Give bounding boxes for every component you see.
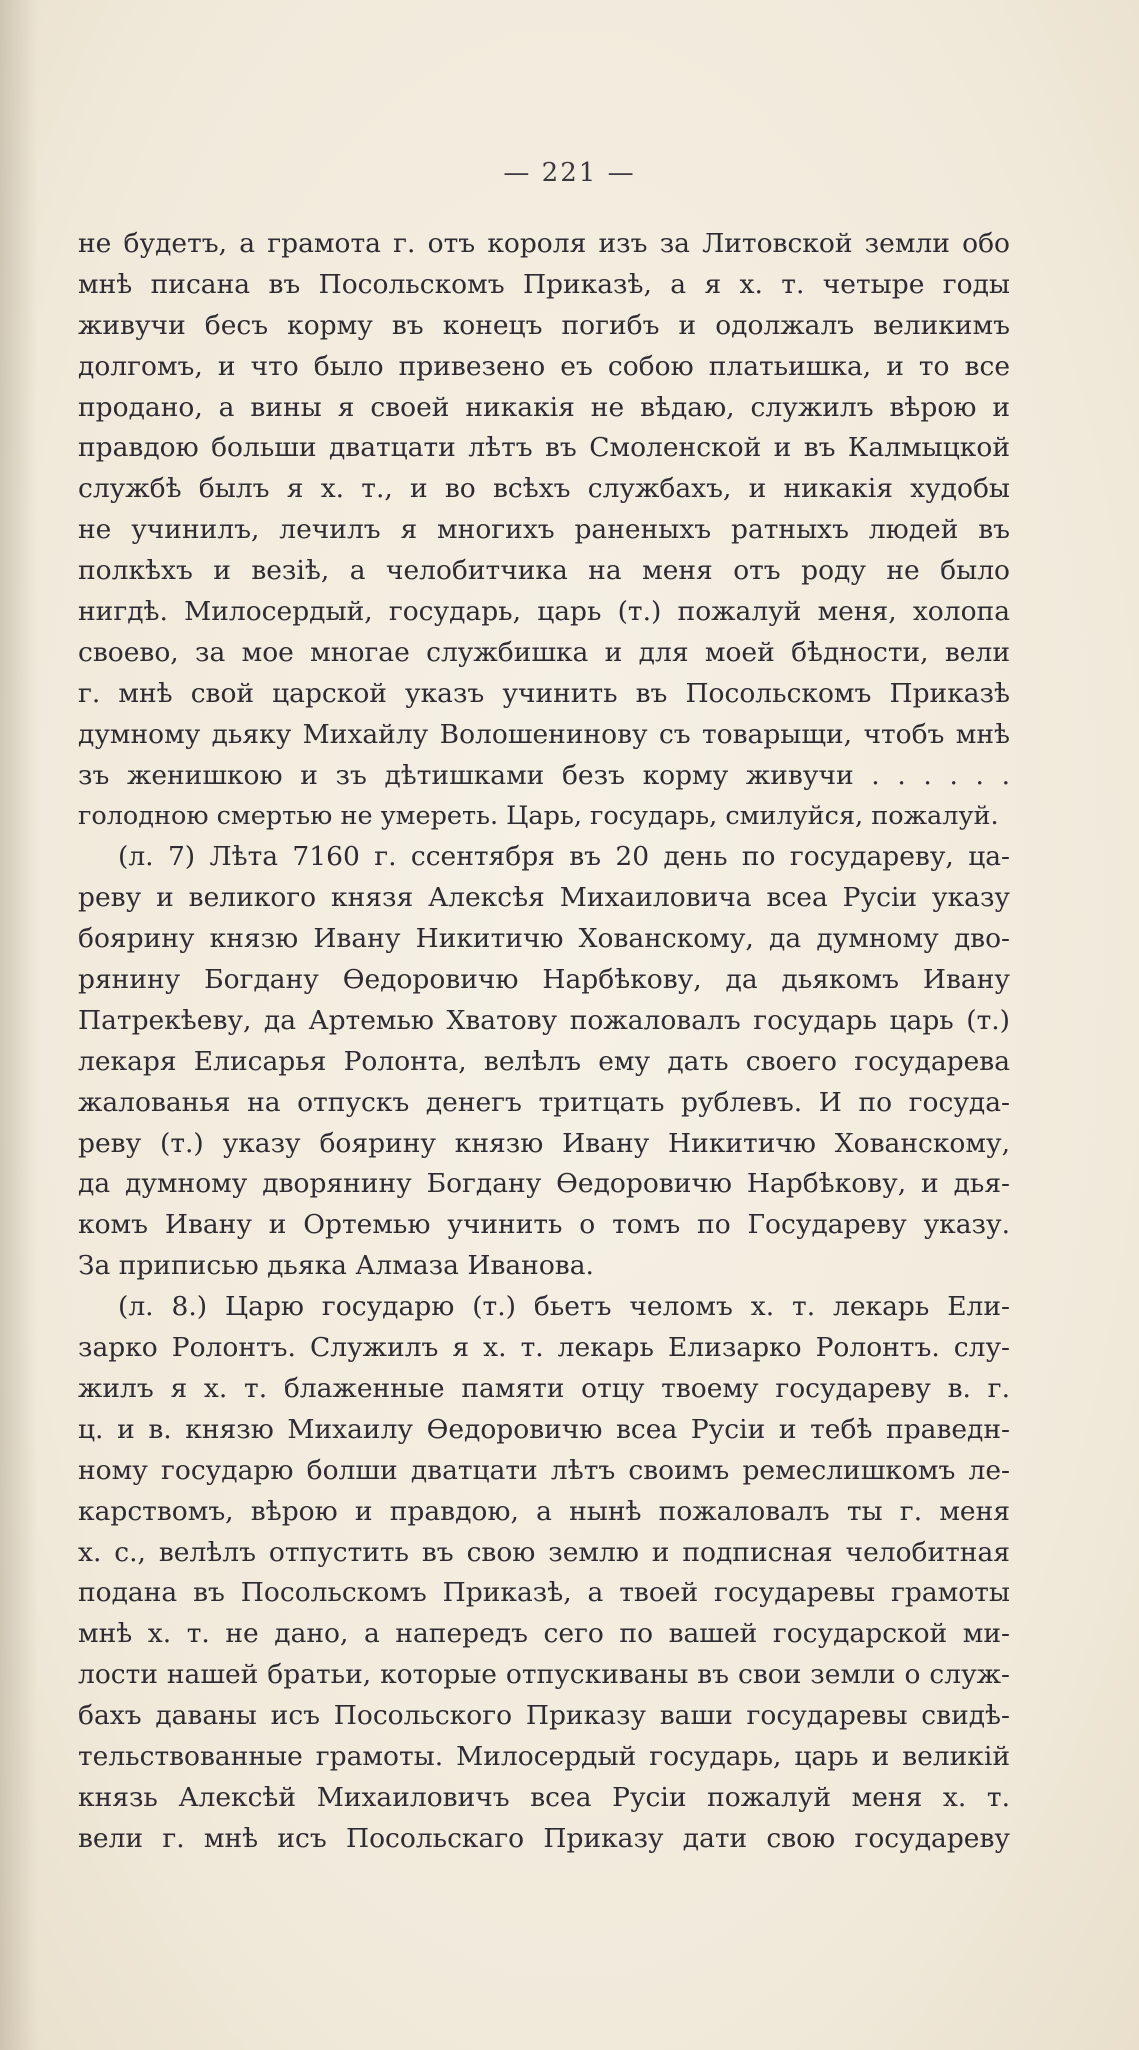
text-line: бахъ даваны исъ Посольского Приказу ваши государевы свидѣ- [78,1700,1010,1732]
text-line: живучи бесъ корму въ конецъ погибъ и одолжалъ великимъ [78,309,1010,341]
text-line: не учинилъ, лечилъ я многихъ раненыхъ ратныхъ людей въ [78,514,1010,546]
text-line: жилъ я х. т. блаженные памяти отцу твоему государеву в. г. [78,1372,1010,1404]
text-line: х. с., велѣлъ отпустить въ свою землю и подписная челобитная [78,1536,1010,1568]
text-line: да думному дворянину Богдану Ѳедоровичю Нарбѣкову, и дья- [78,1168,1010,1200]
text-line: полкѣхъ и везiѣ, а челобитчика на меня отъ роду не было [78,555,1010,587]
body-text [78,224,1010,1860]
text-line: рянину Богдану Ѳедоровичю Нарбѣкову, да дьякомъ Ивану [78,964,1010,996]
text-line: службѣ былъ я х. т., и во всѣхъ службахъ, и никакія худобы [78,473,1010,505]
text-line: (л. 8.) Царю государю (т.) бьетъ челомъ х. т. лекарь Ели- [118,1291,1010,1323]
text-line: Патрекѣеву, да Артемью Хватову пожаловалъ государь царь (т.) [78,1004,1010,1036]
text-line: голодною смертью не умереть. Царь, государь, смилуйся, пожалуй. [78,801,999,832]
text-line: г. мнѣ свой царской указъ учинить въ Посольскомъ Приказѣ [78,677,1010,709]
text-line: правдою больши дватцати лѣтъ въ Смоленской и въ Калмыцкой [78,432,1010,464]
text-line: долгомъ, и что было привезено еъ собою платьишка, и то все [78,350,1010,382]
text-line: вели г. мнѣ исъ Посольскаго Приказу дати свою государеву [78,1822,1010,1854]
text-line: подана въ Посольскомъ Приказѣ, а твоей государевы грамоты [78,1577,1010,1609]
text-line: думному дьяку Михайлу Волошенинову съ товарыщи, чтобъ мнѣ [78,718,1010,750]
text-line: боярину князю Ивану Никитичю Хованскому, да думному дво- [78,923,1010,955]
text-line: За приписью дьяка Алмаза Иванова. [78,1250,594,1282]
page-number: — 221 — [503,158,636,188]
text-line: зарко Ролонтъ. Служилъ я х. т. лекарь Елизарко Ролонтъ. слу- [78,1332,1010,1364]
text-line: продано, а вины я своей никакія не вѣдаю, служилъ вѣрою и [78,391,1010,423]
text-line: реву и великого князя Алексѣя Михаиловича всеа Русiи указу [78,882,1010,914]
text-line: тельствованные грамоты. Милосердый государь, царь и великiй [78,1740,1010,1772]
text-line: реву (т.) указу боярину князю Ивану Никитичю Хованскому, [78,1127,1010,1159]
text-line: ному государю болши дватцати лѣтъ своимъ ремеслишкомъ ле- [78,1454,1010,1486]
text-line: мнѣ х. т. не дано, а напередъ сего по вашей государской ми- [78,1618,1010,1650]
text-line: нигдѣ. Милосердый, государь, царь (т.) пожалуй меня, холопа [78,596,1010,628]
text-line: своево, за мое многае службишка и для моей бѣдности, вели [78,636,1010,668]
text-line: комъ Ивану и Ортемью учинить о томъ по Государеву указу. [78,1209,1010,1241]
text-line: не будетъ, а грамота г. отъ короля изъ за Литовской земли обо [78,228,1010,259]
text-line: князь Алексѣй Михаиловичъ всеа Русiи пожалуй меня х. т. [78,1781,1010,1813]
text-line: зъ женишкою и зъ дѣтишками безъ корму живучи . . . . . . [78,759,1010,791]
text-line: мнѣ писана въ Посольскомъ Приказѣ, а я х. т. четыре годы [78,268,1010,300]
page-edge-shadow [0,0,38,2050]
text-line: лекаря Елисарья Ролонта, велѣлъ ему дать своего государева [78,1045,1010,1077]
text-line: ц. и в. князю Михаилу Ѳедоровичю всеа Русiи и тебѣ праведн- [78,1413,1010,1445]
text-line: лости нашей братьи, которые отпускиваны въ свои земли о служ- [78,1659,1010,1691]
text-line: карствомъ, вѣрою и правдою, а нынѣ пожаловалъ ты г. меня [78,1495,1010,1527]
text-line: жалованья на отпускъ денегъ тритцать рублевъ. И по госуда- [78,1086,1010,1118]
text-line: (л. 7) Лѣта 7160 г. ссентября въ 20 день по государеву, ца- [118,841,1010,873]
